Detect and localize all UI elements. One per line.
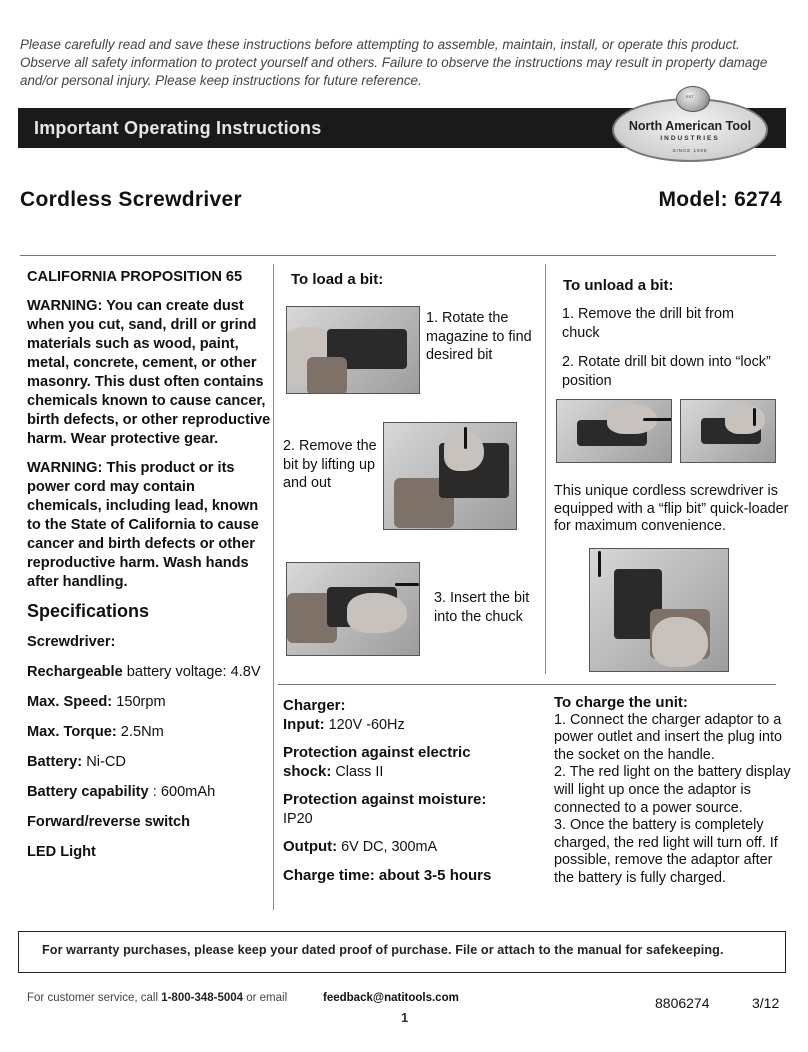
logo-name: North American Tool [628, 119, 752, 133]
unload-photo-2 [680, 399, 776, 463]
charge-time: Charge time: about 3-5 hours [283, 866, 492, 884]
spec-capability-label: Battery capability [27, 784, 149, 800]
spec-capability [27, 783, 271, 802]
charger-input-value: 120V -60Hz [324, 716, 405, 733]
load-step3-photo [286, 562, 420, 656]
charge-step-2: 2. The red light on the battery display will light up once the adaptor is connected to a power source. [554, 764, 791, 816]
charger-specs [283, 697, 545, 895]
spec-speed [27, 693, 271, 712]
left-column [27, 268, 271, 873]
charge-step-3: 3. Once the battery is completely charged, the red light will turn off. If possible, remove the adaptor after the battery is fully charged. [554, 817, 778, 886]
load-step2: 2. Remove the bit by lifting up and out [283, 438, 377, 491]
prop65-warning-1: WARNING: You can create dust when you cut, sand, drill or grind materials such as wood, paint, metal, concrete, cement, or other masonry. This dust often contains chemicals known to cause cancer, birth defects, or other reproductive harm. Wear protective gear. [27, 298, 271, 447]
spec-battery-value: Ni-CD [82, 754, 126, 770]
unload-step2: 2. Rotate drill bit down into “lock” position [562, 354, 771, 389]
spec-battery-label: Battery: [27, 754, 83, 770]
load-heading: To load a bit: [291, 271, 384, 288]
load-step2-photo [383, 422, 517, 530]
charger-moisture-value: IP20 [283, 810, 313, 827]
spec-capability-value: : 600mAh [148, 784, 216, 800]
spec-torque [27, 723, 271, 742]
logo-industries: INDUSTRIES [660, 135, 720, 142]
bit-shape [598, 551, 601, 577]
service-mid: or email [243, 992, 288, 1004]
service-phone: 1-800-348-5004 [161, 992, 244, 1004]
divider-middle [278, 684, 776, 685]
spec-speed-label: Max. Speed: [27, 694, 113, 710]
charger-shock [283, 744, 545, 781]
hand-shape [725, 404, 765, 434]
column-divider-right [545, 264, 546, 674]
hand-shape [347, 593, 407, 633]
load-step1: 1. Rotate the magazine to find desired bit [426, 310, 532, 363]
bit-shape [395, 583, 419, 586]
charger-output-value: 6V DC, 300mA [337, 839, 438, 855]
customer-service [27, 992, 287, 1004]
spec-screwdriver: Screwdriver: [27, 634, 116, 650]
prop65-heading: CALIFORNIA PROPOSITION 65 [27, 269, 243, 285]
charge-step-1: 1. Connect the charger adaptor to a power outlet and insert the plug into the socket on the handle. [554, 711, 783, 763]
warranty-text: For warranty purchases, please keep your dated proof of purchase. File or attach to the manual for safekeeping. [42, 943, 724, 957]
charger-input [283, 697, 545, 734]
service-email: feedback@natitools.com [323, 992, 459, 1004]
quick-loader-photo [589, 548, 729, 672]
spec-voltage [27, 663, 271, 682]
load-step3: 3. Insert the bit into the chuck [434, 590, 530, 625]
intro-text: Please carefully read and save these instructions before attempting to assemble, maintain, install, or operate this product. Observe all safety information to protect yourself and others. Failure to observe the instructions may result in property damage and/or personal injury. Please keep instructions for future reference. [20, 37, 768, 88]
unload-heading: To unload a bit: [563, 277, 674, 294]
document-code: 8806274 [655, 995, 710, 1011]
logo-since: SINCE 1908 [672, 148, 708, 153]
service-prefix: For customer service, call [27, 992, 162, 1004]
globe-icon [676, 86, 710, 112]
bit-shape [464, 427, 467, 449]
specifications-heading: Specifications [27, 601, 150, 621]
bit-shape [643, 418, 672, 421]
unload-step1: 1. Remove the drill bit from chuck [562, 306, 734, 341]
load-step1-photo [286, 306, 420, 394]
spec-speed-value: 150rpm [112, 694, 166, 710]
hand-shape [652, 617, 708, 667]
charge-unit-heading: To charge the unit: [554, 694, 688, 711]
prop65-warning-2: WARNING: This product or its power cord may contain chemicals, including lead, known to the State of California to cause cancer and birth defects or other reproductive harm. Wash hands after handling. [27, 460, 259, 590]
page-number: 1 [401, 1010, 409, 1025]
charger-shock-label-2: shock: [283, 762, 332, 780]
page-of: 3/12 [752, 995, 780, 1011]
spec-torque-label: Max. Torque: [27, 724, 117, 740]
spec-voltage-label: Rechargeable [27, 664, 123, 680]
spec-torque-value: 2.5Nm [116, 724, 164, 740]
banner-title: Important Operating Instructions [34, 118, 322, 138]
charger-shock-label: Protection against electric [283, 744, 471, 761]
charger-output-label: Output: [283, 838, 338, 855]
grip-shape [307, 357, 347, 394]
charger-moisture [283, 791, 545, 828]
spec-led: LED Light [27, 844, 96, 860]
logo-est: EST [686, 94, 694, 99]
charger-input-label: Input: [283, 715, 325, 733]
spec-switch: Forward/reverse switch [27, 814, 191, 830]
unload-photo-1 [556, 399, 672, 463]
charge-unit-instructions [554, 694, 794, 888]
divider-top [20, 255, 776, 256]
flip-bit-note: This unique cordless screwdriver is equipped with a “flip bit” quick-loader for maximum convenience. [554, 483, 789, 534]
bit-shape [753, 408, 756, 426]
spec-voltage-value: battery voltage: 4.8V [122, 664, 261, 680]
product-title: Cordless Screwdriver [20, 188, 242, 211]
charger-moisture-label: Protection against moisture: [283, 791, 487, 808]
spec-battery [27, 753, 271, 772]
column-divider-left [273, 264, 274, 910]
charger-output [283, 838, 545, 857]
charger-heading: Charger: [283, 697, 346, 714]
model-number: Model: 6274 [658, 188, 782, 211]
charger-shock-value: Class II [331, 763, 384, 780]
company-logo [612, 86, 768, 166]
